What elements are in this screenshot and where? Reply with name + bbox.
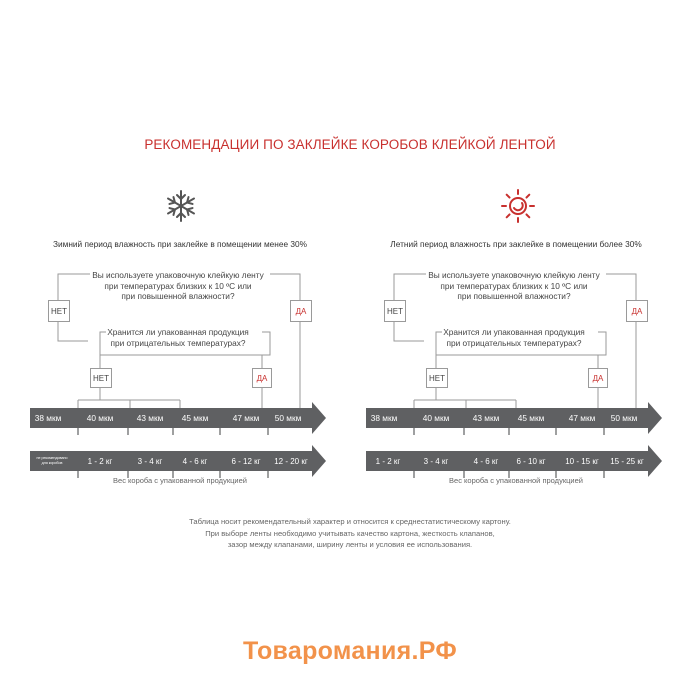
- question-line: Вы используете упаковочную клейкую ленту: [92, 270, 264, 280]
- winter-panel: [30, 0, 350, 500]
- weight-label: 3 - 4 кг: [423, 457, 449, 466]
- thickness-label: 40 мкм: [422, 413, 450, 423]
- weight-label: 4 - 6 кг: [473, 457, 499, 466]
- summer-no-box-1: НЕТ: [384, 300, 406, 322]
- thickness-label: 43 мкм: [472, 413, 500, 423]
- brand-footer: Товаромания.РФ: [242, 637, 458, 665]
- winter-no-box-2: НЕТ: [90, 368, 112, 388]
- sun-icon: [502, 190, 534, 222]
- snowflake-icon: [166, 191, 196, 221]
- question-line: при отрицательных температурах?: [110, 337, 246, 348]
- weight-label: 6 - 12 кг: [231, 457, 261, 466]
- thickness-label: 43 мкм: [136, 413, 164, 423]
- thickness-label: 40 мкм: [86, 413, 114, 423]
- winter-question-2: [58, 327, 298, 348]
- weight-label: 3 - 4 кг: [137, 457, 163, 466]
- winter-yes-box-1: ДА: [290, 300, 312, 322]
- thickness-label: 38 мкм: [370, 413, 398, 423]
- question-line: Вы используете упаковочную клейкую ленту: [428, 270, 600, 280]
- sun-ray: [507, 214, 510, 217]
- summer-yes-box-1: ДА: [626, 300, 648, 322]
- note-line: Таблица носит рекомендательный характер и относится к среднестатистическому картону.: [189, 517, 511, 526]
- sun-ray: [526, 214, 529, 217]
- question-line: при повышенной влажности?: [121, 291, 235, 301]
- summer-no-box-2: НЕТ: [426, 368, 448, 388]
- page-title: РЕКОМЕНДАЦИИ ПО ЗАКЛЕЙКЕ КОРОБОВ КЛЕЙКОЙ ЛЕНТОЙ: [144, 137, 556, 152]
- summer-question-1: [394, 270, 634, 302]
- summer-weight-caption: Вес короба с упакованной продукцией: [449, 476, 583, 485]
- thickness-label: 50 мкм: [274, 413, 302, 423]
- winter-no-box-1: НЕТ: [48, 300, 70, 322]
- weight-label: 12 - 20 кг: [274, 457, 308, 466]
- winter-weight-caption: Вес короба с упакованной продукцией: [113, 476, 247, 485]
- weight-label: 6 - 10 кг: [516, 457, 546, 466]
- summer-flow-lines: [366, 0, 686, 500]
- summer-season-label: Летний период влажность при заклейке в помещении более 30%: [390, 239, 642, 249]
- winter-question-1: [58, 270, 298, 302]
- thickness-label: 50 мкм: [610, 413, 638, 423]
- weight-label: 1 - 2 кг: [375, 457, 401, 466]
- question-line: при температурах близких к 10 ºС или: [104, 280, 252, 291]
- weight-label: 4 - 6 кг: [182, 457, 208, 466]
- weight-label: 1 - 2 кг: [87, 457, 113, 466]
- weight-label: не рекомендовано для коробов: [36, 456, 68, 465]
- disclaimer-note: [0, 516, 700, 551]
- thickness-label: 47 мкм: [232, 413, 260, 423]
- question-line: при повышенной влажности?: [457, 291, 571, 301]
- question-line: при температурах близких к 10 ºС или: [440, 280, 588, 291]
- question-line: при отрицательных температурах?: [446, 337, 582, 348]
- weight-label: 10 - 15 кг: [565, 457, 599, 466]
- summer-question-2: [394, 327, 634, 348]
- note-line: зазор между клапанами, ширину ленты и условия ее использования.: [227, 540, 473, 549]
- sun-ray: [526, 195, 529, 198]
- winter-season-label: Зимний период влажность при заклейке в помещении менее 30%: [52, 239, 308, 249]
- winter-flow-lines: [30, 0, 350, 500]
- thickness-label: 38 мкм: [34, 413, 62, 423]
- thickness-label: 45 мкм: [181, 413, 209, 423]
- summer-panel: [366, 0, 686, 500]
- weight-label: 15 - 25 кг: [610, 457, 644, 466]
- winter-yes-box-2: ДА: [252, 368, 272, 388]
- question-line: Хранится ли упакованная продукция: [107, 327, 249, 337]
- summer-yes-box-2: ДА: [588, 368, 608, 388]
- note-line: При выборе ленты необходимо учитывать качество картона, жесткость клапанов,: [205, 528, 495, 538]
- sun-ray: [507, 195, 510, 198]
- question-line: Хранится ли упакованная продукция: [443, 327, 585, 337]
- thickness-label: 47 мкм: [568, 413, 596, 423]
- thickness-label: 45 мкм: [517, 413, 545, 423]
